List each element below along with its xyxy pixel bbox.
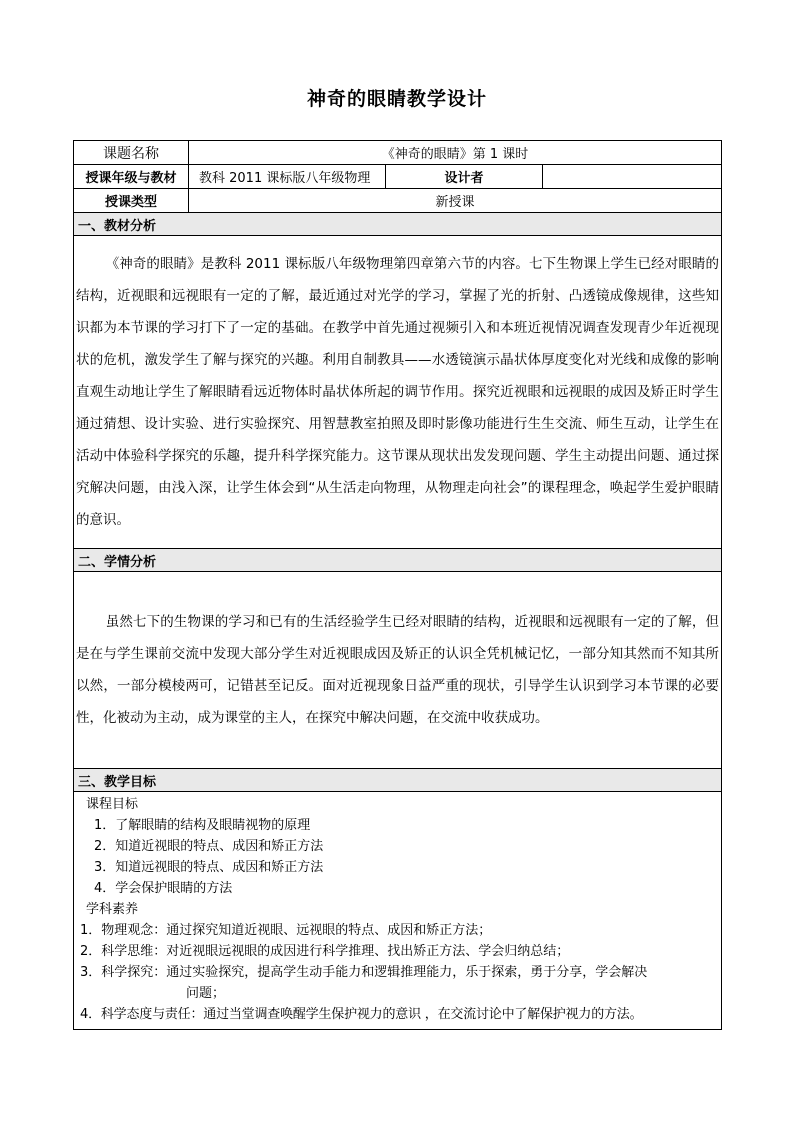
section-header-row [74,769,722,792]
section-header-row [74,213,722,236]
section1-row [74,236,722,549]
topic-label: 课题名称 [74,141,189,165]
literacy-item: 1．物理观念：通过探究知道近视眼、远视眼的特点、成因和矫正方法； [80,923,492,938]
course-goals-label: 课程目标 [86,797,139,812]
course-goal-item: 2．知道近视眼的特点、成因和矫正方法 [94,839,324,854]
literacy-label: 学科素养 [86,902,139,917]
topic-row [74,141,722,165]
section3-heading: 三、教学目标 [74,769,722,792]
designer-value [543,165,722,189]
section-header-row [74,549,722,572]
section2-body: 虽然七下的生物课的学习和已有的生活经验学生已经对眼睛的结构，近视眼和远视眼有一定的了解，但是在与学生课前交流中发现大部分学生对近视眼成因及矫正的认识全凭机械记忆，一部分知其然而不知其所以然，一部分模棱两可，记错甚至记反。面对近视现象日益严重的现状，引导学生认识到学习本节课的必要性，化被动为主动，成为课堂的主人，在探究中解决问题，在交流中收获成功。 [76,614,720,726]
literacy-item: 3．科学探究：通过实验探究，提高学生动手能力和逻辑推理能力，乐于探索，勇于分享，学会解决 [80,965,648,980]
literacy-item: 4．科学态度与责任：通过当堂调查唤醒学生保护视力的意识 ，在交流讨论中了解保护视力的方法。 [80,1007,643,1022]
section2-heading: 二、学情分析 [74,549,722,572]
type-label: 授课类型 [74,189,189,213]
document-title: 神奇的眼睛教学设计 [306,88,487,110]
section2-row [74,572,722,769]
course-goal-item: 4．学会保护眼睛的方法 [94,881,233,896]
grade-value: 教科 2011 课标版八年级物理 [189,165,386,189]
section1-body: 《神奇的眼睛》是教科 2011 课标版八年级物理第四章第六节的内容。七下生物课上学生已经对眼睛的结构，近视眼和远视眼有一定的了解，最近通过对光学的学习，掌握了光的折射、凸透镜成像规律，这些知识都为本节课的学习打下了一定的基础。在教学中首先通过视频引入和本班近视情况调查发现青少年近视现状的危机，激发学生了解与探究的兴趣。利用自制教具——水透镜演示晶状体厚度变化对光线和成像的影响直观生动地让学生了解眼睛看远近物体时晶状体所起的调节作用。探究近视眼和远视眼的成因及矫正时学生通过猜想、设计实验、进行实验探究、用智慧教室拍照及即时影像功能进行生生交流、师生互动，让学生在活动中体验科学探究的乐趣，提升科学探究能力。这节课从现状出发发现问题、学生主动提出问题、通过探究解决问题，由浅入深，让学生体会到“从生活走向物理，从物理走向社会”的课程理念，唤起学生爱护眼睛的意识。 [76,256,720,528]
grade-label: 授课年级与教材 [74,165,189,189]
section1-heading: 一、教材分析 [74,213,722,236]
type-row [74,189,722,213]
topic-value: 《神奇的眼睛》第 1 课时 [189,141,722,165]
type-value: 新授课 [189,189,722,213]
section3-row [74,792,722,1030]
course-goal-item: 1．了解眼睛的结构及眼睛视物的原理 [94,818,311,833]
course-goal-item: 3．知道远视眼的特点、成因和矫正方法 [94,860,324,875]
grade-row [74,165,722,189]
literacy-item-continued: 问题； [186,986,226,1001]
lesson-plan-table [73,140,722,1030]
designer-label: 设计者 [386,165,543,189]
literacy-item: 2．科学思维：对近视眼远视眼的成因进行科学推理、找出矫正方法、学会归纳总结； [80,944,570,959]
